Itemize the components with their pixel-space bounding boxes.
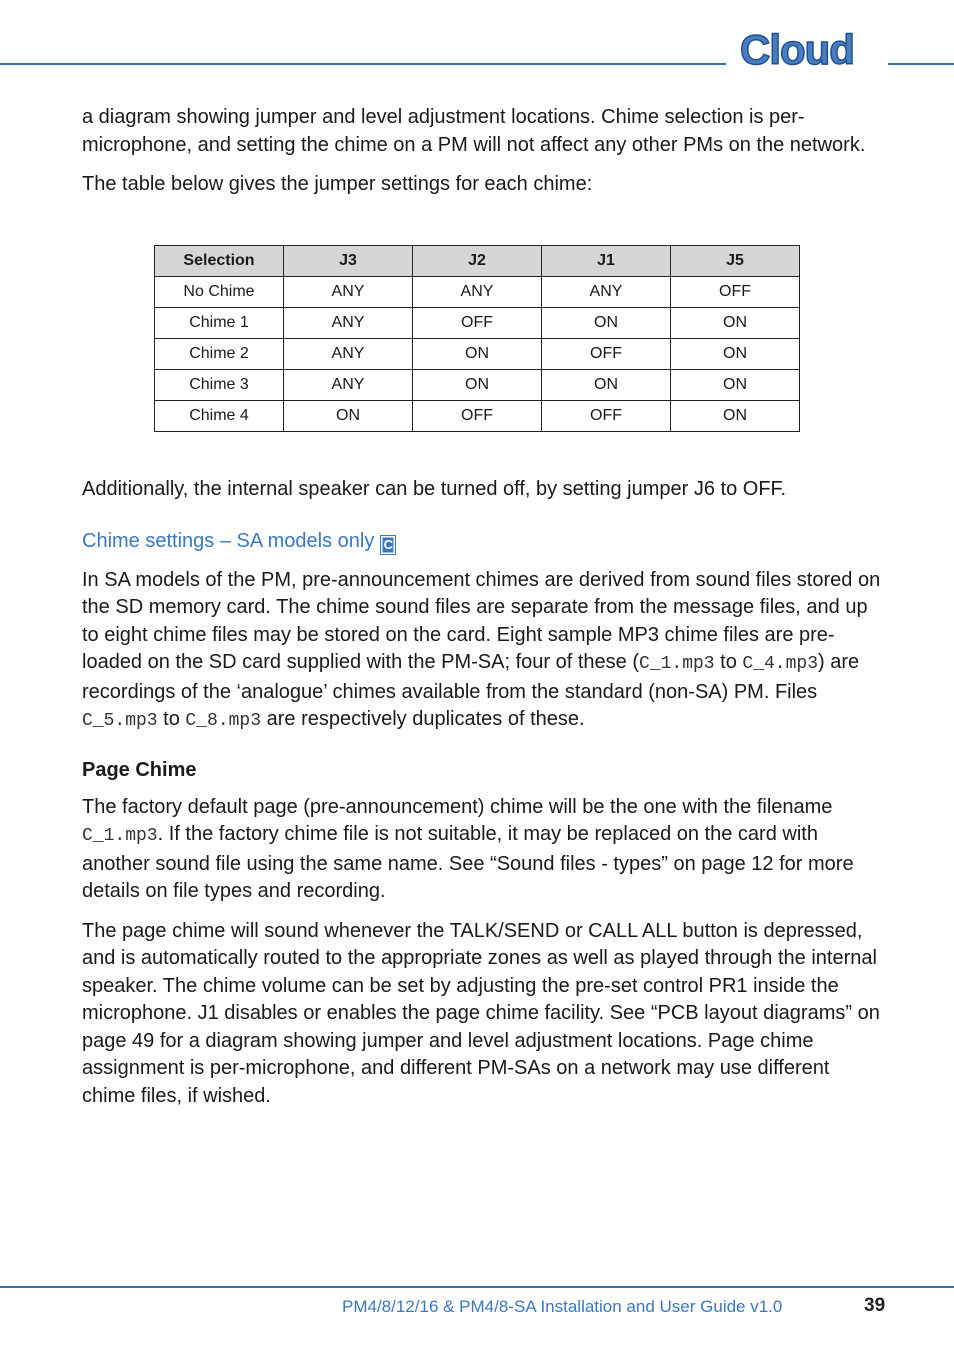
table-cell: ON xyxy=(671,401,800,432)
table-cell: ANY xyxy=(284,370,413,401)
filename-code: C_8.mp3 xyxy=(185,711,262,731)
text-run: ) are recordings of the ‘analogue’ chimes available from the standard (non-SA) PM. Files xyxy=(82,651,860,703)
table-cell: OFF xyxy=(671,277,800,308)
text-run: In SA models of the PM, pre-announcement chimes are derived from sound files stored on the SD memory card. The chime sound files are separate from the message files, and up to eight chime files may be stored on the card. Eight sample MP3 chime files are pre-loaded on the SD card supplied with the PM-SA; four of these ( xyxy=(82,568,881,673)
table-header-cell: J3 xyxy=(284,246,413,277)
filename-code: C_1.mp3 xyxy=(638,654,715,674)
sa-section-heading xyxy=(82,528,882,555)
table-cell: OFF xyxy=(542,339,671,370)
table-cell: ANY xyxy=(413,277,542,308)
table-cell: ON xyxy=(413,339,542,370)
table-header-cell: J1 xyxy=(542,246,671,277)
table-cell: OFF xyxy=(413,401,542,432)
table-cell: OFF xyxy=(413,308,542,339)
text-run: to xyxy=(157,708,186,730)
table-cell: Chime 1 xyxy=(155,308,284,339)
text-run: The factory default page (pre-announcement) chime will be the one with the filename xyxy=(82,795,833,818)
svg-text:Cloud: Cloud xyxy=(740,28,854,72)
table-cell: ANY xyxy=(542,277,671,308)
page-content xyxy=(82,104,882,199)
table-cell: ON xyxy=(671,339,800,370)
table-cell: ON xyxy=(542,370,671,401)
text-run: . If the factory chime file is not suitable, it may be replaced on the card with another sound file using the same name. See “Sound files - types” on page 12 for more details on file types and recording. xyxy=(82,823,854,902)
table-cell: Chime 2 xyxy=(155,339,284,370)
page-number: 39 xyxy=(864,1295,886,1316)
footer-title: PM4/8/12/16 & PM4/8-SA Installation and User Guide v1.0 xyxy=(342,1297,783,1316)
table-cell: ANY xyxy=(284,277,413,308)
table-cell: Chime 3 xyxy=(155,370,284,401)
cloud-logo xyxy=(738,28,872,72)
table-cell: No Chime xyxy=(155,277,284,308)
text-run: are respectively duplicates of these. xyxy=(261,708,585,730)
after-table-paragraph: Additionally, the internal speaker can be turned off, by setting jumper J6 to OFF. xyxy=(82,478,787,500)
table-row xyxy=(155,339,800,370)
table-row xyxy=(155,401,800,432)
table-cell: OFF xyxy=(542,401,671,432)
table-header-row xyxy=(155,246,800,277)
page-chime-paragraph-1 xyxy=(82,794,882,906)
filename-code: C_5.mp3 xyxy=(82,711,158,731)
table-row xyxy=(155,308,800,339)
page-content-lower xyxy=(82,476,882,1122)
table-row xyxy=(155,277,800,308)
table-cell: ANY xyxy=(284,308,413,339)
intro-paragraph-1: a diagram showing jumper and level adjustment locations. Chime selection is per-microphone, and setting the chime on a PM will not affect any other PMs on the network. xyxy=(82,106,866,156)
table-cell: Chime 4 xyxy=(155,401,284,432)
sa-paragraph xyxy=(82,567,882,736)
table-cell: ON xyxy=(671,308,800,339)
sa-heading-text: Chime settings – SA models only xyxy=(82,529,375,552)
page-chime-paragraph-2: The page chime will sound whenever the TALK/SEND or CALL ALL button is depressed, and is automatically routed to the appropriate zones as well as played through the internal speaker. The chime volume can be set by adjusting the pre-set control PR1 inside the microphone. J1 disables or enables the page chime facility. See “PCB layout diagrams” on page 49 for a diagram showing jumper and level adjustment locations. Page chime assignment is per-microphone, and different PM-SAs on a network may use different chime files, if wished. xyxy=(82,919,880,1107)
filename-code: C_1.mp3 xyxy=(82,826,158,846)
table-header-cell: J5 xyxy=(671,246,800,277)
text-run: to xyxy=(714,651,743,673)
chime-jumper-table xyxy=(154,245,800,432)
page-chime-heading: Page Chime xyxy=(82,758,197,781)
footer-rule xyxy=(0,1286,954,1288)
table-row xyxy=(155,370,800,401)
table-header-cell: J2 xyxy=(413,246,542,277)
table-cell: ON xyxy=(413,370,542,401)
table-header-cell: Selection xyxy=(155,246,284,277)
table-cell: ON xyxy=(542,308,671,339)
table-cell: ON xyxy=(284,401,413,432)
header-rule-left xyxy=(0,63,726,65)
filename-code: C_4.mp3 xyxy=(742,654,819,674)
table-cell: ANY xyxy=(284,339,413,370)
header-rule-right xyxy=(888,63,954,65)
sa-c-icon: C xyxy=(380,535,396,555)
intro-paragraph-2: The table below gives the jumper settings for each chime: xyxy=(82,173,593,195)
table-cell: ON xyxy=(671,370,800,401)
